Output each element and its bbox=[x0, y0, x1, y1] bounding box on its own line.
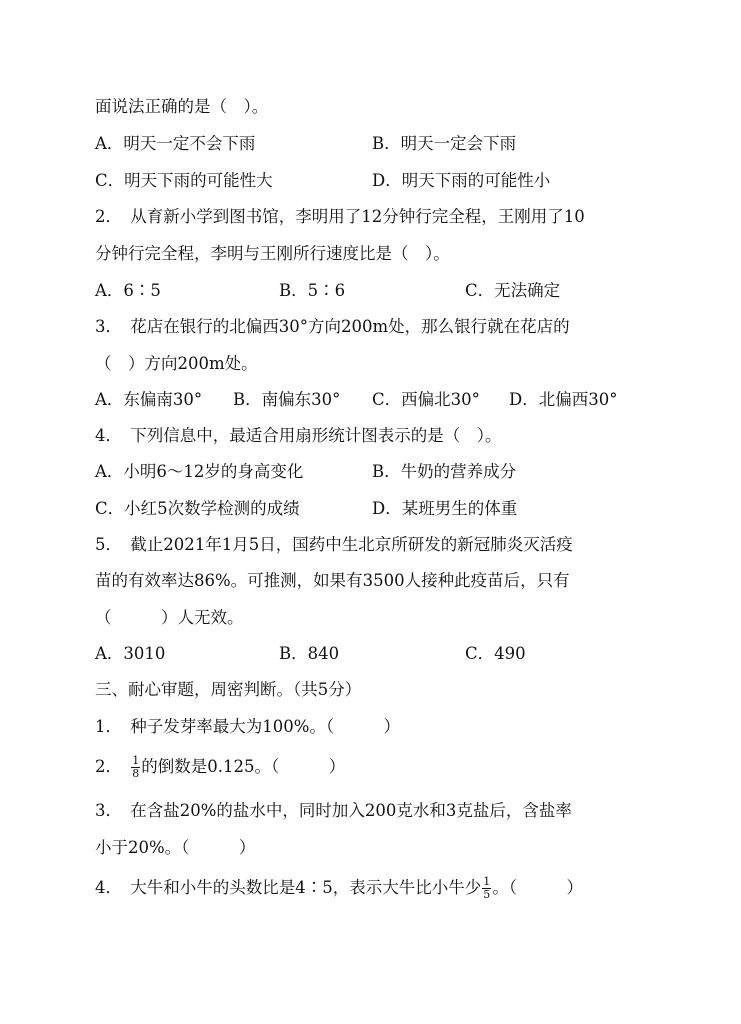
q2-option-b: B．5∶6 bbox=[279, 281, 346, 300]
q3-option-b: B．南偏东30° bbox=[233, 390, 341, 409]
question-2-line2: 分钟行完全程，李明与王刚所行速度比是（ ）。 bbox=[95, 244, 450, 263]
question-5-line2: 苗的有效率达86%。可推测，如果有3500人接种此疫苗后，只有 bbox=[95, 571, 570, 590]
question-3-line1: 3． 花店在银行的北偏西30°方向200m处，那么银行就在花店的 bbox=[95, 317, 570, 336]
q5-option-c: C．490 bbox=[465, 644, 526, 663]
q2-option-c: C．无法确定 bbox=[465, 281, 561, 300]
q5-option-b: B．840 bbox=[279, 644, 340, 663]
fraction-numerator: 1 bbox=[132, 754, 140, 767]
question-5-line1: 5． 截止2021年1月5日，国药中生北京所研发的新冠肺炎灭活疫 bbox=[95, 535, 573, 554]
q1-option-a: A．明天一定不会下雨 bbox=[95, 134, 256, 153]
section-3-heading: 三、耐心审题，周密判断。（共5分） bbox=[95, 680, 362, 699]
q3-option-c: C．西偏北30° bbox=[372, 390, 480, 409]
q5-option-a: A．3010 bbox=[95, 644, 166, 663]
q1-option-b: B．明天一定会下雨 bbox=[372, 134, 517, 153]
judgement-3-line1: 3． 在含盐20%的盐水中，同时加入200克水和3克盐后，含盐率 bbox=[95, 801, 572, 820]
q4-option-d: D．某班男生的体重 bbox=[372, 499, 518, 518]
judgement-4 bbox=[95, 876, 583, 901]
judgement-2-text: 的倒数是0.125。（ ） bbox=[141, 757, 346, 776]
judgement-3-line2: 小于20%。（ ） bbox=[95, 838, 256, 857]
q1-option-c: C．明天下雨的可能性大 bbox=[95, 171, 273, 190]
judgement-4-text: 4． 大牛和小牛的头数比是4∶5，表示大牛比小牛少 bbox=[95, 878, 482, 897]
q4-option-c: C．小红5次数学检测的成绩 bbox=[95, 499, 300, 518]
judgement-2 bbox=[95, 755, 345, 780]
judgement-1: 1． 种子发芽率最大为100%。（ ） bbox=[95, 717, 401, 736]
question-4-line1: 4． 下列信息中，最适合用扇形统计图表示的是（ ）。 bbox=[95, 426, 502, 445]
q1-option-d: D．明天下雨的可能性小 bbox=[372, 171, 551, 190]
q4-option-a: A．小明6～12岁的身高变化 bbox=[95, 462, 304, 481]
fraction-numerator: 1 bbox=[483, 875, 491, 888]
q3-option-a: A．东偏南30° bbox=[95, 390, 203, 409]
fraction-denominator: 5 bbox=[483, 888, 491, 901]
question-5-line3: （ ）人无效。 bbox=[95, 608, 244, 627]
question-1-continuation: 面说法正确的是（ ）。 bbox=[95, 97, 269, 116]
q3-option-d: D．北偏西30° bbox=[509, 390, 618, 409]
fraction-denominator: 8 bbox=[132, 767, 140, 780]
question-3-line2: （ ）方向200m处。 bbox=[95, 354, 258, 373]
judgement-2-number: 2． bbox=[95, 757, 131, 776]
fraction-one-eighth bbox=[131, 755, 140, 780]
q4-option-b: B．牛奶的营养成分 bbox=[372, 462, 517, 481]
judgement-4-tail: 。（ ） bbox=[492, 878, 583, 897]
question-2-line1: 2． 从育新小学到图书馆，李明用了12分钟行完全程，王刚用了10 bbox=[95, 207, 585, 226]
q2-option-a: A．6∶5 bbox=[95, 281, 161, 300]
fraction-one-fifth bbox=[482, 876, 491, 901]
